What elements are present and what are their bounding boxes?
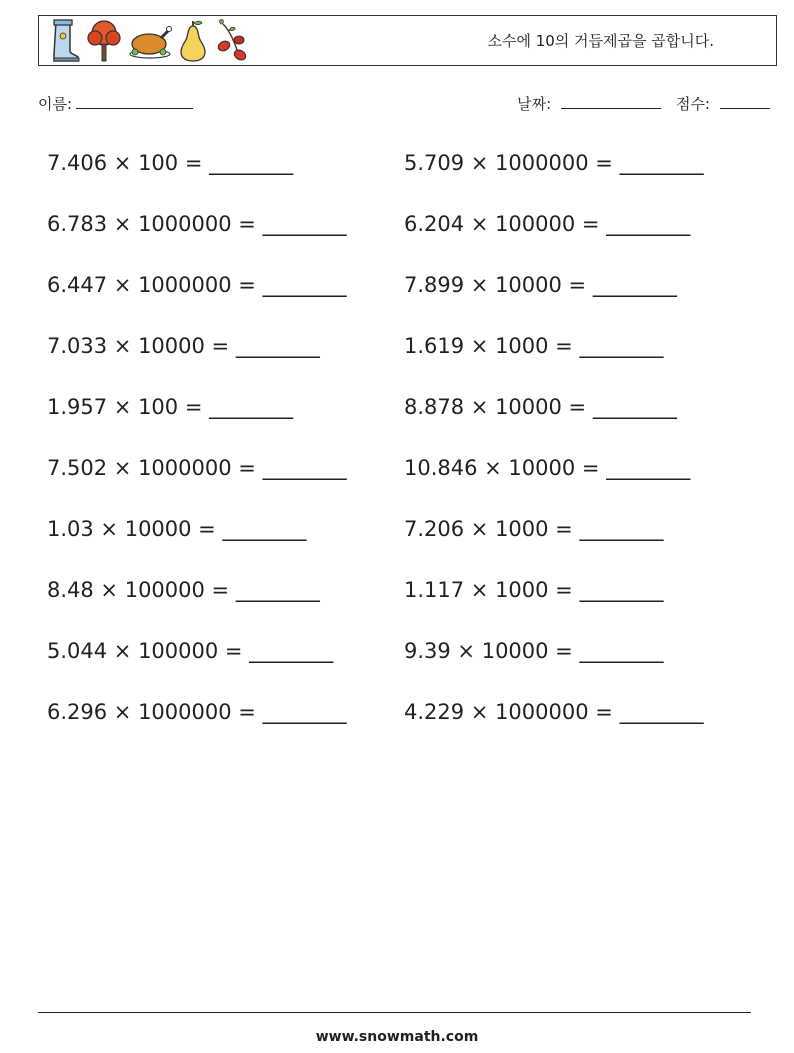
answer-blank[interactable]: ________ [592,395,677,419]
answer-blank[interactable]: ________ [619,700,704,724]
footer-divider [38,1012,751,1013]
date-blank[interactable] [561,94,661,109]
problem-item [404,567,744,628]
problem-item [47,689,404,750]
score-field [676,95,770,113]
footer-url[interactable]: www.snowmath.com [315,1029,479,1045]
answer-blank[interactable]: ________ [249,639,334,663]
answer-blank[interactable]: ________ [579,517,664,541]
problem-row [47,506,767,567]
boot-icon [47,18,81,64]
problem-expression: 1.619 × 1000 = [404,334,573,358]
problem-item [47,262,404,323]
problem-expression: 8.878 × 10000 = [404,395,587,419]
problem-expression: 4.229 × 1000000 = [404,700,613,724]
problem-item [404,262,744,323]
answer-blank[interactable]: ________ [209,395,294,419]
answer-blank[interactable]: ________ [606,212,691,236]
problem-expression: 1.957 × 100 = [47,395,203,419]
problem-expression: 9.39 × 10000 = [404,639,573,663]
problem-expression: 5.044 × 100000 = [47,639,243,663]
problem-grid [47,140,767,750]
problem-item [404,628,744,689]
problem-item [404,323,744,384]
problem-row [47,140,767,201]
problem-row [47,628,767,689]
problem-expression: 7.502 × 1000000 = [47,456,256,480]
date-label: 날짜: [517,95,552,113]
problem-item [404,445,744,506]
problem-expression: 6.783 × 1000000 = [47,212,256,236]
answer-blank[interactable]: ________ [235,334,320,358]
score-blank[interactable] [720,94,770,109]
name-field [38,93,193,114]
answer-blank[interactable]: ________ [579,578,664,602]
problem-expression: 8.48 × 100000 = [47,578,230,602]
problem-expression: 7.206 × 1000 = [404,517,573,541]
problem-expression: 7.033 × 10000 = [47,334,230,358]
name-blank[interactable] [76,94,193,109]
answer-blank[interactable]: ________ [262,700,347,724]
rosehip-icon [213,18,253,64]
problem-row [47,445,767,506]
answer-blank[interactable]: ________ [606,456,691,480]
problem-row [47,201,767,262]
tree-icon [85,18,123,64]
roast-turkey-icon [127,18,173,64]
problem-item [47,201,404,262]
answer-blank[interactable]: ________ [222,517,307,541]
answer-blank[interactable]: ________ [262,212,347,236]
problem-expression: 10.846 × 10000 = [404,456,600,480]
problem-item [47,445,404,506]
answer-blank[interactable]: ________ [209,151,294,175]
problem-item [47,628,404,689]
problem-expression: 5.709 × 1000000 = [404,151,613,175]
header-box [38,15,777,66]
problem-item [404,201,744,262]
icon-strip [47,18,253,64]
worksheet-title: 소수에 10의 거듭제곱을 곱합니다. [487,32,714,50]
problem-expression: 6.296 × 1000000 = [47,700,256,724]
problem-expression: 6.204 × 100000 = [404,212,600,236]
answer-blank[interactable]: ________ [262,273,347,297]
pear-icon [177,18,209,64]
problem-item [47,567,404,628]
problem-row [47,323,767,384]
problem-row [47,689,767,750]
answer-blank[interactable]: ________ [579,639,664,663]
answer-blank[interactable]: ________ [235,578,320,602]
problem-row [47,567,767,628]
problem-row [47,384,767,445]
problem-item [404,140,744,201]
problem-row [47,262,767,323]
problem-expression: 6.447 × 1000000 = [47,273,256,297]
problem-item [404,689,744,750]
date-field [517,95,661,113]
date-score-fields [517,93,770,114]
problem-expression: 1.117 × 1000 = [404,578,573,602]
problem-item [47,323,404,384]
answer-blank[interactable]: ________ [592,273,677,297]
problem-expression: 1.03 × 10000 = [47,517,216,541]
problem-item [47,140,404,201]
answer-blank[interactable]: ________ [262,456,347,480]
problem-item [404,384,744,445]
problem-item [47,384,404,445]
problem-expression: 7.406 × 100 = [47,151,203,175]
answer-blank[interactable]: ________ [579,334,664,358]
score-label: 점수: [675,95,710,113]
problem-item [404,506,744,567]
name-label: 이름: [38,95,73,113]
problem-expression: 7.899 × 10000 = [404,273,587,297]
answer-blank[interactable]: ________ [619,151,704,175]
problem-item [47,506,404,567]
